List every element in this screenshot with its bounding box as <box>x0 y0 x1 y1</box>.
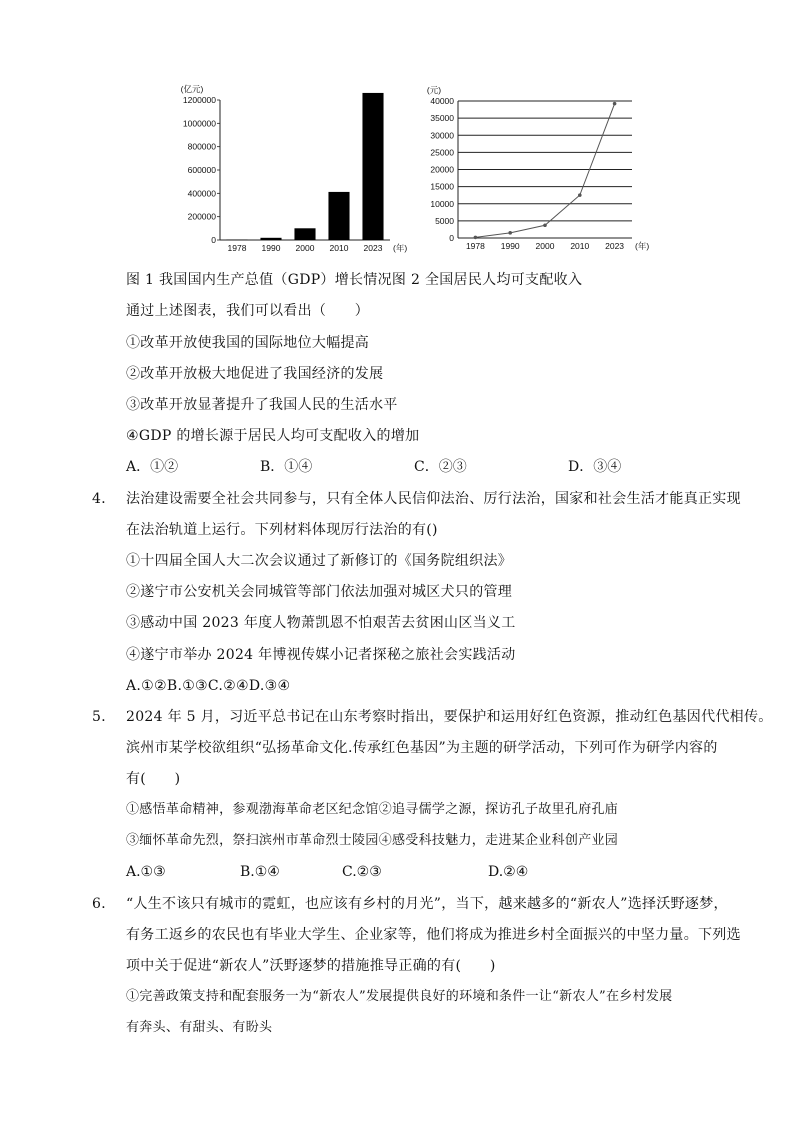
y-tick-label: 10000 <box>430 198 454 209</box>
q5-number: 5． <box>92 709 116 725</box>
data-point <box>613 102 617 106</box>
q3-item-2: ②改革开放极大地促进了我国经济的发展 <box>126 366 384 382</box>
y-tick-label: 5000 <box>435 215 454 226</box>
x-unit-label: (年) <box>635 241 650 251</box>
y-tick-label: 15000 <box>430 181 454 192</box>
q4-stem-line-2: 在法治轨道上运行。下列材料体现厉行法治的有() <box>126 522 438 538</box>
y-tick-label: 40000 <box>430 96 454 106</box>
x-tick-label: 2023 <box>363 243 383 253</box>
q5-stem-line-1: 2024 年 5 月，习近平总书记在山东考察时指出，要保护和运用好红色资源，推动红色基因代代相传。 <box>126 709 773 725</box>
x-tick-label: 1990 <box>261 243 281 253</box>
y-unit-label: (亿元) <box>180 84 204 94</box>
q3-option-c[interactable]: C．②③ <box>414 459 467 475</box>
gdp-bar-chart <box>170 80 415 255</box>
y-tick-label: 1200000 <box>182 95 216 105</box>
data-point <box>543 223 547 227</box>
income-line-chart <box>420 80 660 255</box>
y-tick-label: 600000 <box>187 165 216 175</box>
q6-stem-line-3: 项中关于促进“新农人”沃野逐梦的措施推导正确的有( ) <box>126 958 496 974</box>
x-tick-label: 2010 <box>570 241 590 251</box>
y-tick-label: 400000 <box>187 188 216 199</box>
q4-item-2: ②遂宁市公安机关会同城管等部门依法加强对城区犬只的管理 <box>126 584 513 600</box>
x-unit-label: (年) <box>393 243 408 253</box>
x-tick-label: 1978 <box>227 243 247 253</box>
q5-option-b[interactable]: B.①④ <box>240 864 280 880</box>
x-tick-label: 2023 <box>605 241 625 251</box>
q5-items-line-2: ③缅怀革命先烈，祭扫滨州市革命烈士陵园④感受科技魅力，走进某企业科创产业园 <box>126 833 619 848</box>
q3-item-1: ①改革开放使我国的国际地位大幅提高 <box>126 335 370 351</box>
y-tick-label: 1000000 <box>182 118 216 129</box>
series-line <box>475 104 614 238</box>
y-tick-label: 800000 <box>187 141 216 152</box>
x-tick-label: 2000 <box>295 243 315 253</box>
gdp-bar-chart-svg <box>170 80 415 255</box>
q5-stem-line-2: 滨州市某学校欲组织“弘扬革命文化.传承红色基因”为主题的研学活动，下列可作为研学内容的 <box>126 740 718 756</box>
x-tick-label: 2010 <box>329 243 349 253</box>
q6-number: 6． <box>92 896 116 912</box>
q5-items-line-1: ①感悟革命精神，参观渤海革命老区纪念馆②追寻儒学之源，探访孔子故里孔府孔庙 <box>126 802 619 817</box>
q5-option-a[interactable]: A.①③ <box>126 864 166 880</box>
data-point <box>578 193 582 197</box>
q4-item-4: ④遂宁市举办 2024 年博视传媒小记者探秘之旅社会实践活动 <box>126 647 516 663</box>
bar <box>260 238 281 240</box>
q5-option-c[interactable]: C.②③ <box>342 864 382 880</box>
q6-stem-line-1: “人生不该只有城市的霓虹，也应该有乡村的月光”，当下，越来越多的“新农人”选择沃野逐梦， <box>126 896 728 912</box>
q3-option-a[interactable]: A．①② <box>126 459 179 475</box>
bar <box>362 93 383 240</box>
y-tick-label: 0 <box>449 233 454 243</box>
q6-item-line-1: ①完善政策支持和配套服务一为“新农人”发展提供良好的环境和条件一让“新农人”在乡村发展 <box>126 989 673 1004</box>
q4-number: 4． <box>92 491 116 507</box>
q6-stem-line-2: 有务工返乡的农民也有毕业大学生、企业家等，他们将成为推进乡村全面振兴的中坚力量。下列选 <box>126 927 741 943</box>
data-point <box>474 236 478 240</box>
figure-caption: 图 1 我国国内生产总值（GDP）增长情况图 2 全国居民人均可支配收入 <box>126 272 583 288</box>
x-tick-label: 1978 <box>465 241 485 251</box>
y-tick-label: 200000 <box>187 211 216 222</box>
data-point <box>508 231 512 235</box>
income-line-chart-svg <box>420 80 660 255</box>
q5-stem-line-3: 有( ) <box>126 771 181 787</box>
q4-options[interactable]: A.①②B.①③C.②④D.③④ <box>126 678 291 694</box>
y-tick-label: 20000 <box>430 164 454 175</box>
bar <box>328 192 349 240</box>
q3-item-4: ④GDP 的增长源于居民人均可支配收入的增加 <box>126 428 420 444</box>
bar <box>294 228 315 240</box>
q3-item-3: ③改革开放显著提升了我国人民的生活水平 <box>126 397 398 413</box>
y-tick-label: 35000 <box>430 113 454 124</box>
q3-option-b[interactable]: B．①④ <box>260 459 313 475</box>
q4-item-1: ①十四届全国人大二次会议通过了新修订的《国务院组织法》 <box>126 553 513 569</box>
q4-item-3: ③感动中国 2023 年度人物萧凯恩不怕艰苦去贫困山区当义工 <box>126 615 516 631</box>
y-tick-label: 0 <box>211 235 216 245</box>
y-tick-label: 25000 <box>430 147 454 158</box>
x-tick-label: 2000 <box>535 241 555 251</box>
q4-stem-line-1: 法治建设需要全社会共同参与，只有全体人民信仰法治、厉行法治，国家和社会生活才能真正实现 <box>126 491 741 507</box>
x-tick-label: 1990 <box>500 241 520 251</box>
q3-stem: 通过上述图表，我们可以看出（ ） <box>126 303 370 319</box>
q5-option-d[interactable]: D.②④ <box>488 864 529 880</box>
q3-option-d[interactable]: D．③④ <box>568 459 622 475</box>
y-tick-label: 30000 <box>430 130 454 141</box>
y-unit-label: (元) <box>426 85 442 95</box>
q6-item-line-2: 有奔头、有甜头、有盼头 <box>126 1020 273 1035</box>
